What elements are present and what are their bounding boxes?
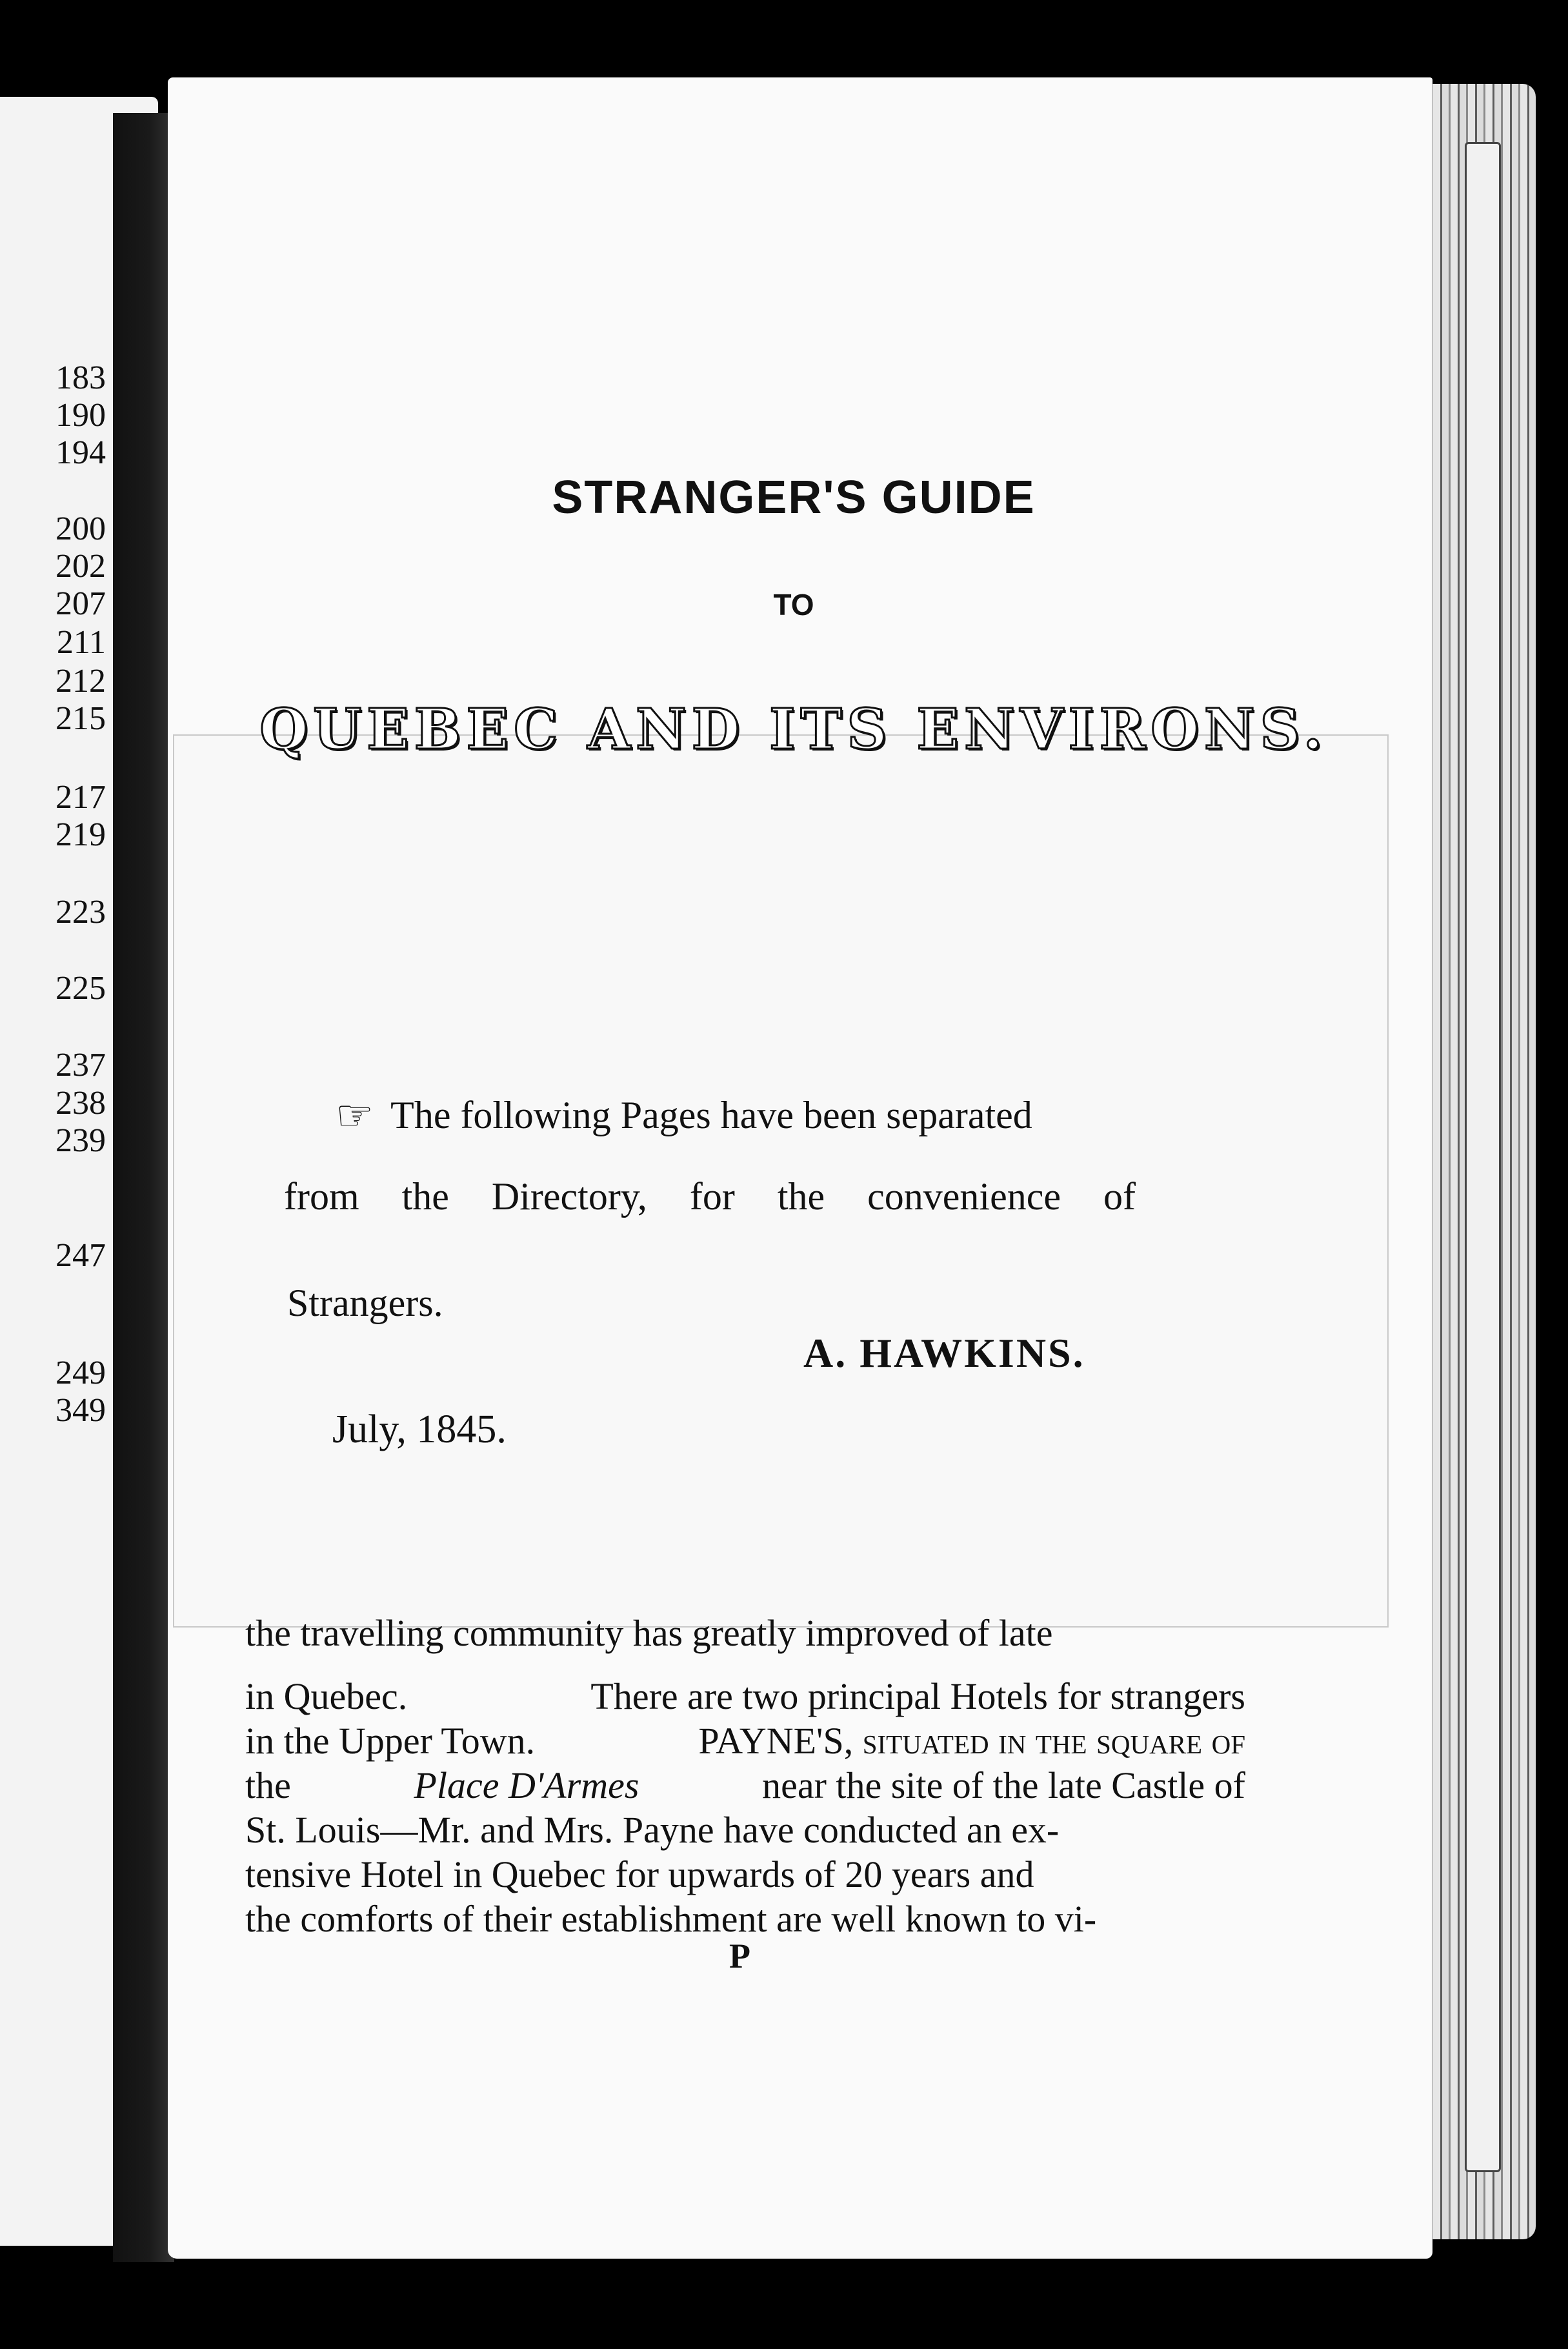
left-page-number: 223 [55, 894, 106, 931]
notice-line-3: Strangers. [287, 1282, 443, 1324]
signature-mark: P [729, 1937, 750, 1975]
left-page-number: 247 [55, 1237, 106, 1274]
notice-word: for [689, 1175, 735, 1218]
left-page-number: 239 [55, 1122, 106, 1159]
notice-word: from [284, 1175, 359, 1218]
notice-line-1 [336, 1091, 1032, 1140]
left-page-number: 225 [55, 970, 106, 1007]
notice-word: the [777, 1175, 825, 1218]
left-page-number: 212 [55, 663, 106, 700]
body-line: tensive Hotel in Quebec for upwards of 20 years and [245, 1853, 1034, 1895]
left-page-number: 202 [55, 548, 106, 585]
left-page-number: 207 [55, 585, 106, 622]
notice-word: Directory, [491, 1175, 647, 1218]
notice-line-2 [284, 1174, 1136, 1219]
notice-date: July, 1845. [332, 1407, 507, 1451]
left-page-number: 200 [55, 510, 106, 547]
body-text [245, 1612, 1245, 1941]
left-page-number: 194 [55, 434, 106, 471]
left-page-number: 183 [55, 359, 106, 396]
left-page-number: 249 [55, 1355, 106, 1391]
pointing-hand-icon: ☞ [336, 1091, 374, 1140]
body-line: in Quebec. There are two principal Hotels for strangers [245, 1675, 1245, 1717]
guide-title: STRANGER'S GUIDE [552, 472, 1036, 523]
notice-word: of [1103, 1175, 1136, 1218]
page-edge-tab [1465, 142, 1501, 2172]
left-page-number: 211 [56, 624, 106, 661]
left-page-number: 237 [55, 1047, 106, 1084]
left-page-number: 238 [55, 1085, 106, 1122]
left-page-number: 217 [55, 779, 106, 816]
left-page-number: 219 [55, 816, 106, 853]
book-gutter [113, 113, 174, 2262]
body-line: the Place D'Armes near the site of the late Castle of [245, 1764, 1245, 1806]
notice-word: the [401, 1175, 449, 1218]
body-line: in the Upper Town. PAYNE'S, situated in the square of [245, 1720, 1245, 1762]
notice-word: convenience [867, 1175, 1061, 1218]
notice-signature: A. HAWKINS. [803, 1330, 1085, 1376]
body-line: St. Louis—Mr. and Mrs. Payne have conducted an ex- [245, 1809, 1060, 1851]
body-line: the comforts of their establishment are well known to vi- [245, 1898, 1097, 1940]
guide-connector: TO [773, 588, 814, 621]
guide-subtitle: QUEBEC AND ITS ENVIRONS. [259, 697, 1328, 762]
left-page-number: 349 [55, 1392, 106, 1429]
cut-off-line: the travelling community has greatly improved of late [245, 1612, 1053, 1654]
notice-text-1: The following Pages have been separated [390, 1094, 1032, 1136]
left-page-number: 215 [55, 700, 106, 737]
left-page-number: 190 [55, 397, 106, 434]
